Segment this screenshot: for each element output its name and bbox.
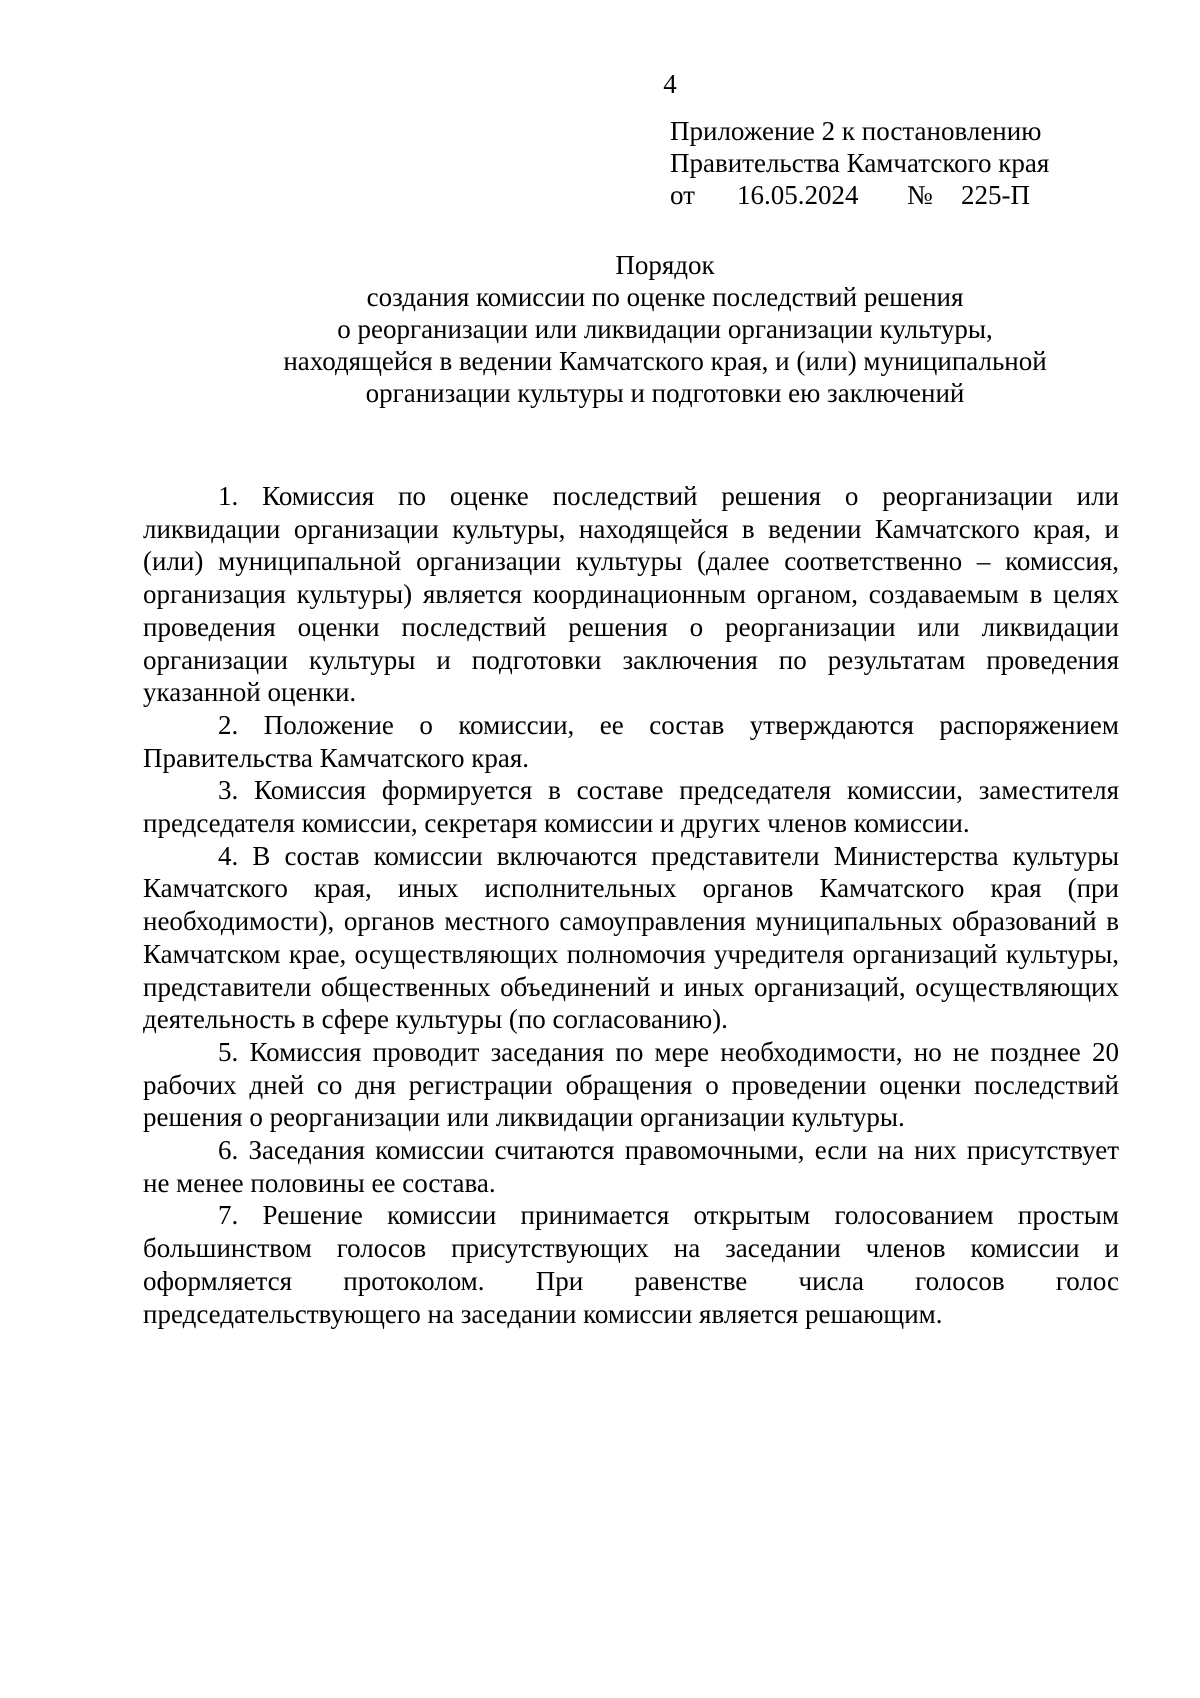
title-line: о реорганизации или ликвидации организации культуры, (337, 314, 993, 344)
page-number: 4 (663, 69, 677, 99)
document-title (140, 249, 1190, 409)
attachment-line-1: Приложение 2 к постановлению (670, 116, 1042, 146)
title-heading: Порядок (615, 250, 715, 280)
paragraph-5: 5. Комиссия проводит заседания по мере необходимости, но не позднее 20 рабочих дней со дня регистрации обращения о проведении оценки последствий решения о реорганизации или ликвидации организации культуры. (143, 1036, 1119, 1133)
from-label: от (670, 180, 695, 210)
paragraph-4: 4. В состав комиссии включаются представители Министерства культуры Камчатского края, иных исполнительных органов Камчатского края (при необходимости), органов местного самоуправления муниципальных образований в Камчатском крае, осуществляющих полномочия учредителя организаций культуры, представители общественных объединений и иных организаций, осуществляющих деятельность в сфере культуры (по согласованию). (143, 840, 1119, 1035)
attachment-date-number (670, 179, 1049, 211)
title-line: создания комиссии по оценке последствий решения (366, 282, 964, 312)
paragraph-3: 3. Комиссия формируется в составе председателя комиссии, заместителя председателя комиссии, секретаря комиссии и других членов комиссии. (143, 775, 1119, 839)
paragraph-7: 7. Решение комиссии принимается открытым голосованием простым большинством голосов присутствующих на заседании членов комиссии и оформляется протоколом. При равенстве числа голосов голос председательствующего на заседании комиссии является решающим. (143, 1200, 1119, 1329)
attachment-header (670, 115, 1049, 211)
document-body (143, 480, 1119, 1330)
paragraph-1: 1. Комиссия по оценке последствий решения о реорганизации или ликвидации организации культуры, находящейся в ведении Камчатского края, и (или) муниципальной организации культуры (далее соответственно – комиссия, организация культуры) является координационным органом, создаваемым в целях проведения оценки последствий решения о реорганизации или ликвидации организации культуры и подготовки заключения по результатам проведения указанной оценки. (143, 481, 1119, 708)
document-date: 16.05.2024 (737, 180, 859, 210)
title-line: находящейся в ведении Камчатского края, и (или) муниципальной (283, 346, 1047, 376)
paragraph-6: 6. Заседания комиссии считаются правомочными, если на них присутствует не менее половины ее состава. (143, 1135, 1119, 1198)
paragraph-2: 2. Положение о комиссии, ее состав утверждаются распоряжением Правительства Камчатского края. (143, 709, 1119, 773)
attachment-line-2: Правительства Камчатского края (670, 148, 1050, 178)
document-number: 225-П (961, 180, 1030, 210)
number-sign: № (907, 180, 933, 210)
title-line: организации культуры и подготовки ею заключений (365, 378, 965, 408)
